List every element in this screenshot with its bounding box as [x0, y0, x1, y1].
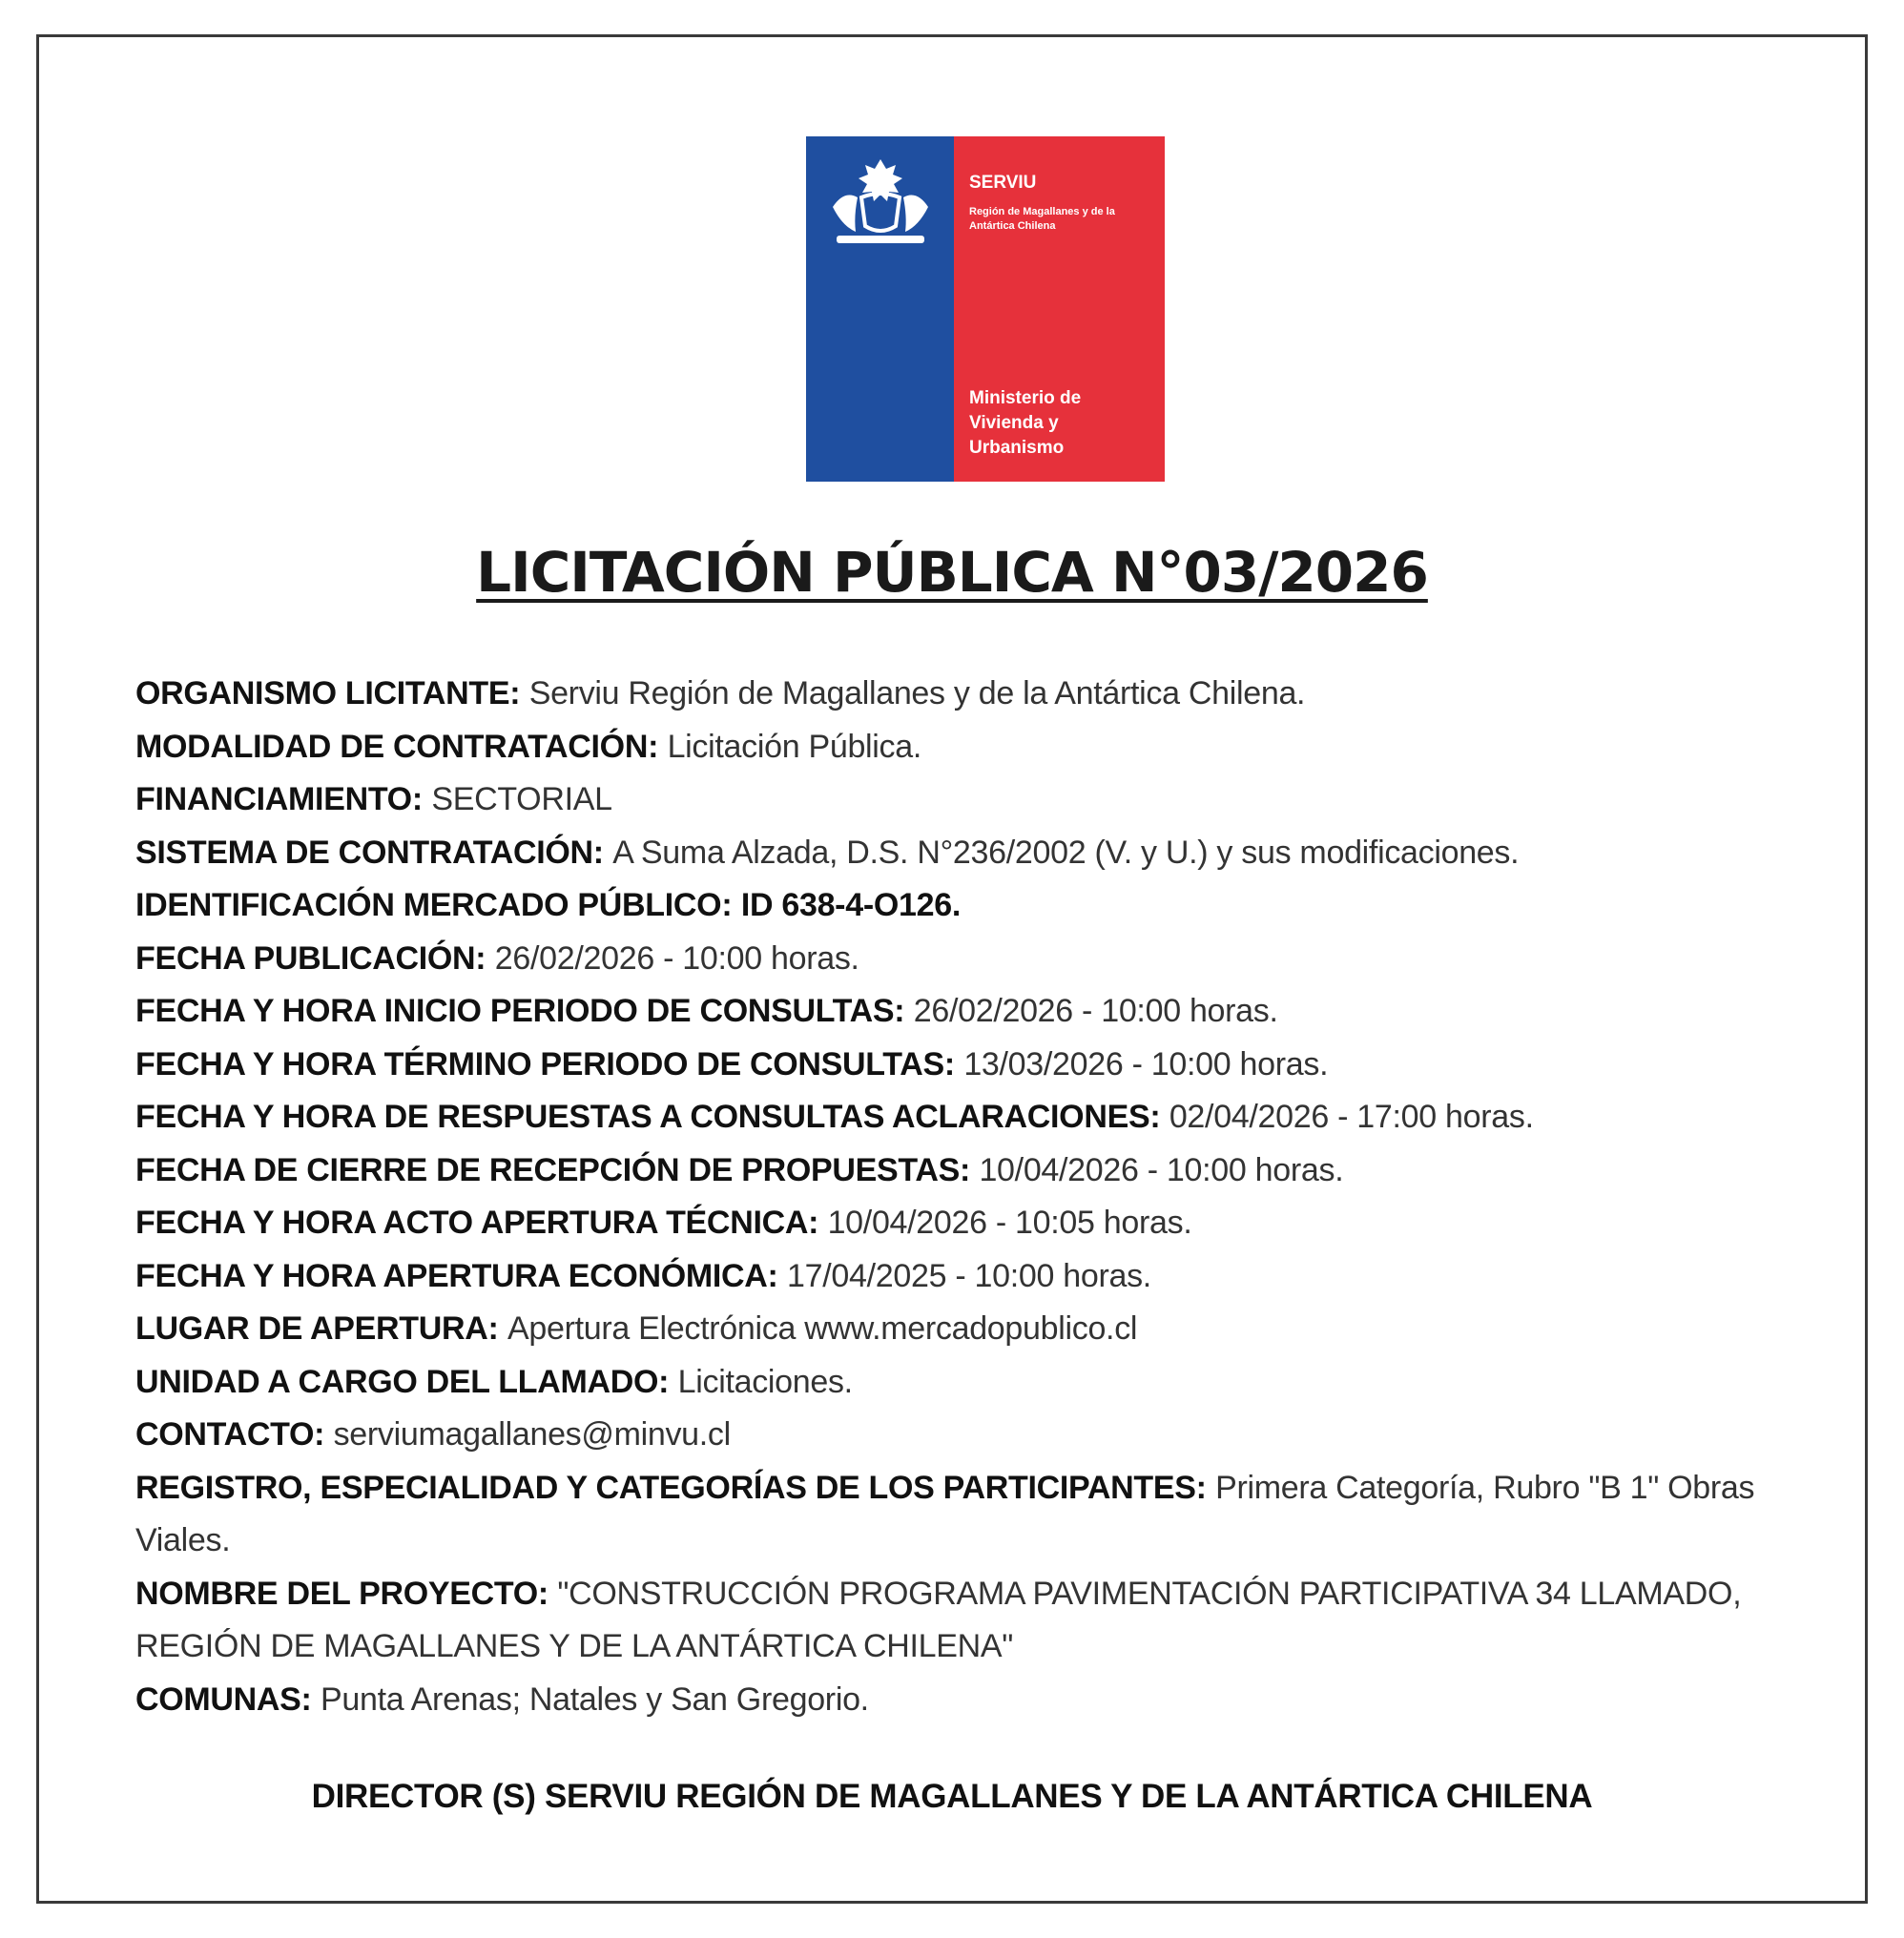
field-value: SECTORIAL: [431, 781, 612, 817]
field-label: SISTEMA DE CONTRATACIÓN:: [135, 834, 604, 871]
notice-title: [0, 540, 1904, 605]
field-value: ID 638-4-O126.: [740, 887, 961, 923]
field-value: 10/04/2026 - 10:00 horas.: [979, 1151, 1344, 1188]
field-contacto: [135, 1409, 1776, 1462]
field-value: 13/03/2026 - 10:00 horas.: [963, 1045, 1329, 1082]
field-value: Licitaciones.: [677, 1363, 853, 1400]
field-label: FINANCIAMIENTO:: [135, 781, 423, 817]
field-lugar-apertura: [135, 1303, 1776, 1356]
field-label: IDENTIFICACIÓN MERCADO PÚBLICO:: [135, 887, 733, 923]
field-label: FECHA Y HORA ACTO APERTURA TÉCNICA:: [135, 1205, 819, 1241]
coat-of-arms-icon: [823, 150, 938, 255]
field-value: 10/04/2026 - 10:05 horas.: [827, 1205, 1192, 1241]
field-value: "CONSTRUCCIÓN PROGRAMA PAVIMENTACIÓN PARTICIPATIVA 34 LLAMADO, REGIÓN DE MAGALLANES Y DE LA ANTÁRTICA CHILENA": [135, 1575, 1742, 1664]
logo-blue-panel: [806, 136, 954, 482]
field-label: FECHA Y HORA INICIO PERIODO DE CONSULTAS:: [135, 993, 905, 1029]
field-termino-consultas: [135, 1039, 1776, 1092]
field-value: Licitación Pública.: [667, 728, 922, 765]
field-respuestas: [135, 1091, 1776, 1144]
logo-red-panel: [954, 136, 1165, 482]
field-label: FECHA Y HORA DE RESPUESTAS A CONSULTAS ACLARACIONES:: [135, 1099, 1161, 1135]
field-organismo: [135, 668, 1776, 721]
field-cierre-recepcion: [135, 1144, 1776, 1198]
field-label: NOMBRE DEL PROYECTO:: [135, 1575, 548, 1612]
signature-line: DIRECTOR (S) SERVIU REGIÓN DE MAGALLANES Y DE LA ANTÁRTICA CHILENA: [311, 1778, 1593, 1815]
field-value: A Suma Alzada, D.S. N°236/2002 (V. y U.) y sus modificaciones.: [612, 834, 1520, 871]
field-sistema: [135, 827, 1776, 880]
field-label: FECHA Y HORA TÉRMINO PERIODO DE CONSULTAS:: [135, 1045, 955, 1082]
field-unidad-cargo: [135, 1356, 1776, 1410]
field-label: REGISTRO, ESPECIALIDAD Y CATEGORÍAS DE LOS PARTICIPANTES:: [135, 1469, 1207, 1506]
field-registro: [135, 1462, 1776, 1568]
notice-title-text: LICITACIÓN PÚBLICA N°03/2026: [476, 540, 1428, 605]
logo-region-name: Región de Magallanes y de la Antártica Chilena: [969, 206, 1115, 232]
field-label: UNIDAD A CARGO DEL LLAMADO:: [135, 1363, 670, 1400]
field-label: COMUNAS:: [135, 1680, 312, 1718]
logo-agency-name: SERVIU: [969, 173, 1037, 193]
field-inicio-consultas: [135, 985, 1776, 1039]
field-label: FECHA Y HORA APERTURA ECONÓMICA:: [135, 1257, 778, 1294]
field-label: LUGAR DE APERTURA:: [135, 1310, 499, 1347]
field-financiamiento: [135, 773, 1776, 827]
field-id-mercado: [135, 879, 1776, 933]
serviu-logo: [806, 136, 1165, 482]
field-apertura-economica: [135, 1250, 1776, 1304]
field-label: FECHA PUBLICACIÓN:: [135, 939, 486, 977]
field-nombre-proyecto: [135, 1568, 1776, 1674]
field-value: 17/04/2025 - 10:00 horas.: [787, 1257, 1151, 1294]
field-label: CONTACTO:: [135, 1416, 325, 1453]
field-comunas: [135, 1674, 1776, 1727]
field-value: Apertura Electrónica www.mercadopublico.cl: [507, 1310, 1138, 1347]
notice-fields: [135, 668, 1776, 1726]
field-modalidad: [135, 721, 1776, 774]
field-label: FECHA DE CIERRE DE RECEPCIÓN DE PROPUESTAS:: [135, 1151, 970, 1188]
field-value: serviumagallanes@minvu.cl: [333, 1416, 731, 1453]
field-label: ORGANISMO LICITANTE:: [135, 675, 521, 711]
field-fecha-publicacion: [135, 933, 1776, 986]
field-value: Primera Categoría, Rubro "B 1" Obras Viales.: [135, 1469, 1755, 1558]
field-value: Serviu Región de Magallanes y de la Antártica Chilena.: [528, 675, 1306, 711]
field-apertura-tecnica: [135, 1197, 1776, 1250]
field-value: Punta Arenas; Natales y San Gregorio.: [321, 1680, 869, 1718]
field-label: MODALIDAD DE CONTRATACIÓN:: [135, 728, 659, 765]
logo-ministry-name: Ministerio de Vivienda y Urbanismo: [969, 388, 1082, 458]
field-value: 26/02/2026 - 10:00 horas.: [494, 939, 859, 977]
field-value: 02/04/2026 - 17:00 horas.: [1169, 1099, 1534, 1135]
field-value: 26/02/2026 - 10:00 horas.: [913, 993, 1278, 1029]
